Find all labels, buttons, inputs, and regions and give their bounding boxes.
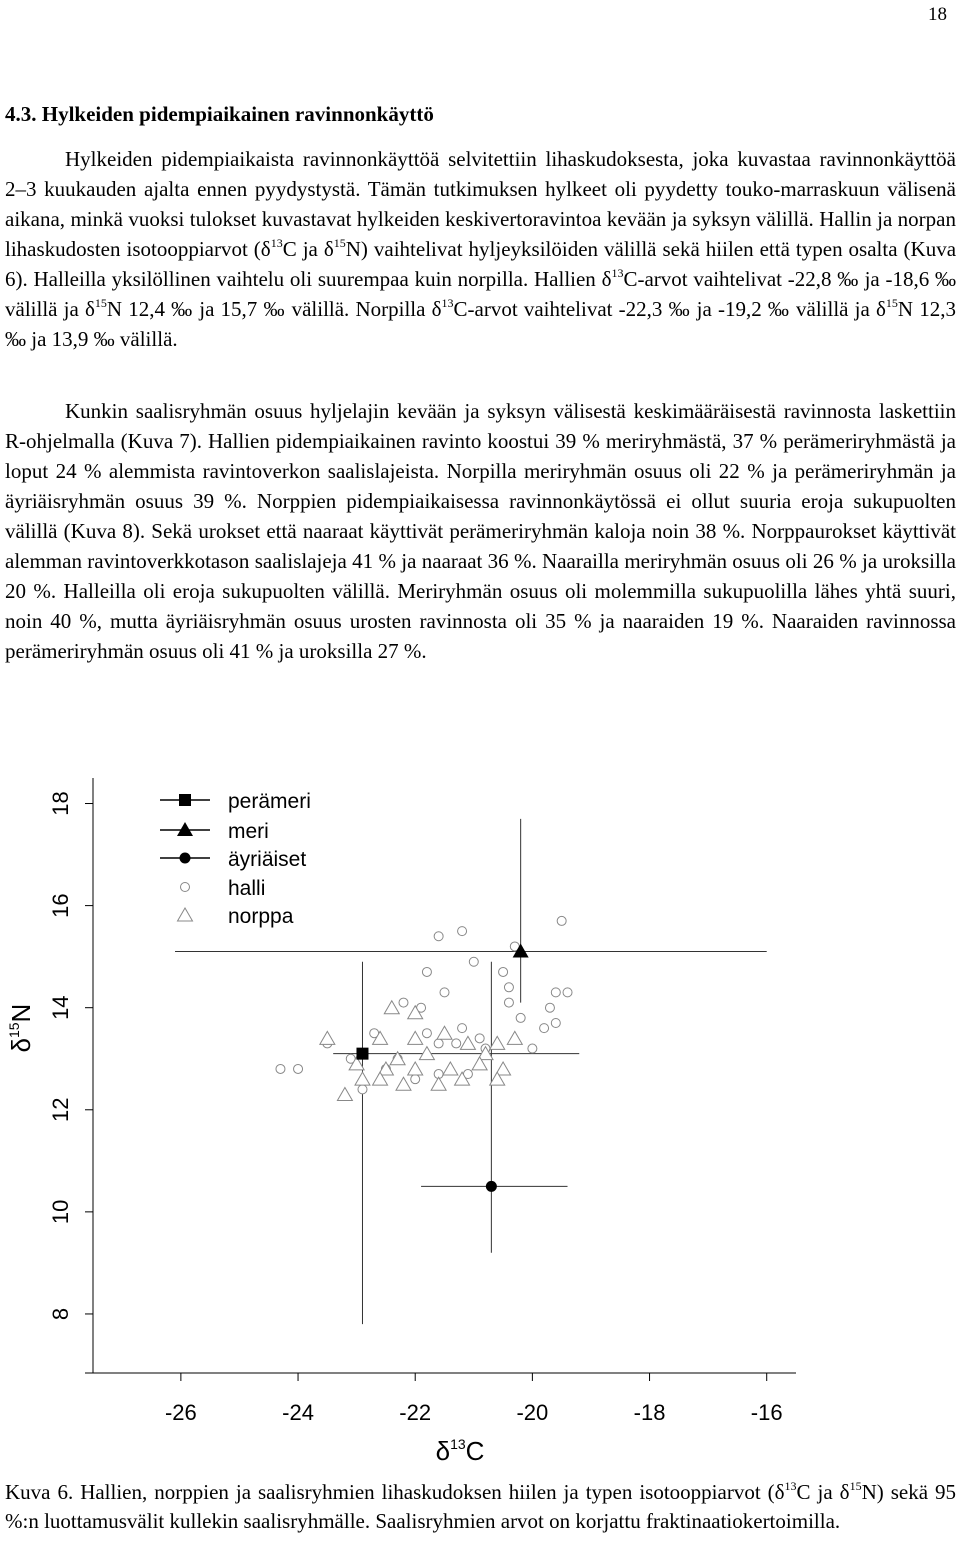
y-tick-label: 16 [48, 893, 73, 918]
norpa-point [460, 1036, 475, 1049]
norpa-point [490, 1036, 505, 1049]
perameri-point [356, 1048, 368, 1060]
ayriaiset-point [486, 1181, 497, 1192]
halli-point [440, 988, 449, 997]
axis-labels [6, 791, 783, 1466]
halli-point [551, 988, 560, 997]
y-tick-label: 14 [48, 995, 73, 1020]
halli-point [469, 957, 478, 966]
x-tick-label: -22 [399, 1400, 432, 1425]
paragraph-2-text: Kunkin saalisryhmän osuus hyljelajin kevään ja syksyn välisestä keskimääräisestä ravinnosta laskettiin R-ohjelmalla (Kuva 7). Hallien pidempiaikainen ravinto koostui 39 % meriryhmästä, 37 % perämeriryhmästä ja loput 24 % alemmista ravintoverkon saalislajeista. Norpilla meriryhmän osuus oli 22 % ja perämeriryhmän ja äyriäisryhmän osuus 39 %. Norppien pidempiaikaisessa ravinnonkäytössä ei ollut suuria eroja sukupuolten välillä (Kuva 8). Sekä urokset että naaraat käyttivät perämeriryhmän kaloja noin 38 %. Norppaurokset käyttivät alemman ravintoverkkotason saalislajeja 41 % ja naaraat 36 %. Naarailla meriryhmän osuus oli 26 % ja uroksilla 20 %. Halleilla oli eroja sukupuolten välillä. Meriryhmän osuus oli molemmilla sukupuolilla lähes yhtä suuri, noin 40 %, mutta äyriäisryhmän osuus urosten ravinnosta oli 35 % ja naaraiden 19 %. Naaraiden ravinnossa perämeriryhmän osuus oli 41 % ja uroksilla 27 %. [5, 399, 956, 663]
sup-15: 15 [94, 296, 107, 310]
halli-point [528, 1044, 537, 1053]
legend-marker-halli [181, 883, 190, 892]
sup-13: 13 [611, 266, 624, 280]
sup-13: 13 [784, 1479, 797, 1493]
caption-text: Kuva 6. Hallien, norppien ja saalisryhmien lihaskudoksen hiilen ja typen isotooppiarvot (δ [5, 1480, 785, 1504]
halli-point [434, 932, 443, 941]
x-tick-label: -18 [633, 1400, 666, 1425]
chart-legend [160, 790, 311, 928]
isotope-scatter-chart [0, 750, 960, 1470]
x-axis-title: $\delta^{13}C$ [435, 1436, 485, 1466]
paragraph-1-text: C-arvot vaihtelivat -22,8 ‰ ja -18,6 ‰ välillä ja δ [5, 267, 956, 321]
halli-point [294, 1064, 303, 1073]
norpa-point [320, 1031, 335, 1044]
halli-point [516, 1013, 525, 1022]
halli-point [499, 967, 508, 976]
norpa-point [337, 1087, 352, 1100]
halli-point [452, 1039, 461, 1048]
halli-point [358, 1085, 367, 1094]
legend-marker-meri [177, 822, 193, 836]
x-tick-label: -20 [516, 1400, 549, 1425]
isotope-figure [0, 750, 960, 1470]
halli-points [276, 916, 572, 1093]
paragraph-1-text: C ja δ [282, 237, 334, 261]
sup-15: 15 [333, 236, 346, 250]
halli-point [399, 998, 408, 1007]
sup-15: 15 [885, 296, 898, 310]
page-number: 18 [928, 4, 947, 25]
paragraph-1-text: C-arvot vaihtelivat -22,3 ‰ ja -19,2 ‰ välillä ja δ [453, 297, 886, 321]
halli-point [551, 1019, 560, 1028]
halli-point [422, 1029, 431, 1038]
paragraph-1-text: N) vaihtelivat hyljeyksilöiden välillä sekä hiilen että typen osalta (Kuva 6). Halleilla yksilöllinen vaihtelu oli suurempaa kuin norpilla. Hallien δ [5, 237, 957, 291]
halli-point [504, 998, 513, 1007]
paragraph-1-text: N 12,3 ‰ ja 13,9 ‰ välillä. [5, 297, 956, 351]
halli-point [504, 983, 513, 992]
norpa-point [408, 1031, 423, 1044]
legend-marker-norppa [178, 908, 193, 921]
y-tick-label: 12 [48, 1097, 73, 1123]
caption-text: N) sekä 95 %:n luottamusvälit kullekin saalisryhmälle. Saalisryhmien arvot on korjattu fraktinaatiokertoimilla. [5, 1480, 956, 1533]
halli-point [458, 927, 467, 936]
legend-marker-ayriaiset [180, 853, 191, 864]
sup-15: 15 [849, 1479, 862, 1493]
halli-point [563, 988, 572, 997]
norpa-point [396, 1077, 411, 1090]
norppa-points [320, 1001, 522, 1101]
norpa-point [419, 1047, 434, 1060]
y-axis-title: $\delta^{15}N$ [6, 1003, 36, 1053]
legend-label-peramer: perämeri [228, 790, 311, 813]
legend-label-ayriaiset: äyriäiset [228, 848, 307, 871]
norpa-point [507, 1031, 522, 1044]
norpa-point [443, 1062, 458, 1075]
norpa-point [408, 1062, 423, 1075]
halli-point [475, 1034, 484, 1043]
paragraph-2 [5, 396, 956, 666]
halli-point [434, 1039, 443, 1048]
paragraph-1 [5, 144, 956, 354]
section-heading: 4.3. Hylkeiden pidempiaikainen ravinnonkäyttö [5, 102, 434, 126]
halli-point [458, 1024, 467, 1033]
x-tick-label: -24 [282, 1400, 314, 1425]
caption-text: C ja δ [796, 1480, 850, 1504]
legend-label-halli: halli [228, 877, 266, 900]
norpa-point [431, 1077, 446, 1090]
paragraph-1-text: N 12,4 ‰ ja 15,7 ‰ välillä. Norpilla δ [106, 297, 442, 321]
figure-caption [5, 1478, 956, 1536]
halli-point [422, 967, 431, 976]
sup-13: 13 [441, 296, 454, 310]
legend-label-meri: meri [228, 820, 269, 843]
y-tick-label: 8 [48, 1307, 73, 1321]
halli-point [411, 1075, 420, 1084]
halli-point [557, 916, 566, 925]
norpa-point [384, 1001, 399, 1014]
paragraph-1-text: Hylkeiden pidempiaikaista ravinnonkäyttöä selvitettiin lihaskudoksesta, joka kuvastaa ravinnonkäyttöä 2–3 kuukauden ajalta ennen pyydystystä. Tämän tutkimuksen hylkeet oli pyydetty touko-marraskuun välisenä aikana, minkä vuoksi tulokset kuvastavat hylkeiden keskivertoravintoa kevään ja syksyn välillä. Hallin ja norpan lihaskudosten isotooppiarvot (δ [5, 147, 956, 261]
halli-point [276, 1064, 285, 1073]
legend-label-norppa: norppa [228, 905, 294, 928]
norpa-point [437, 1026, 452, 1039]
x-tick-label: -26 [164, 1400, 197, 1425]
y-tick-label: 18 [48, 791, 73, 816]
sup-13: 13 [270, 236, 283, 250]
legend-marker-peramer [179, 794, 191, 806]
halli-point [545, 1003, 554, 1012]
norpa-point [355, 1072, 370, 1085]
y-tick-label: 10 [48, 1199, 73, 1225]
x-tick-label: -16 [750, 1400, 783, 1425]
halli-point [540, 1024, 549, 1033]
